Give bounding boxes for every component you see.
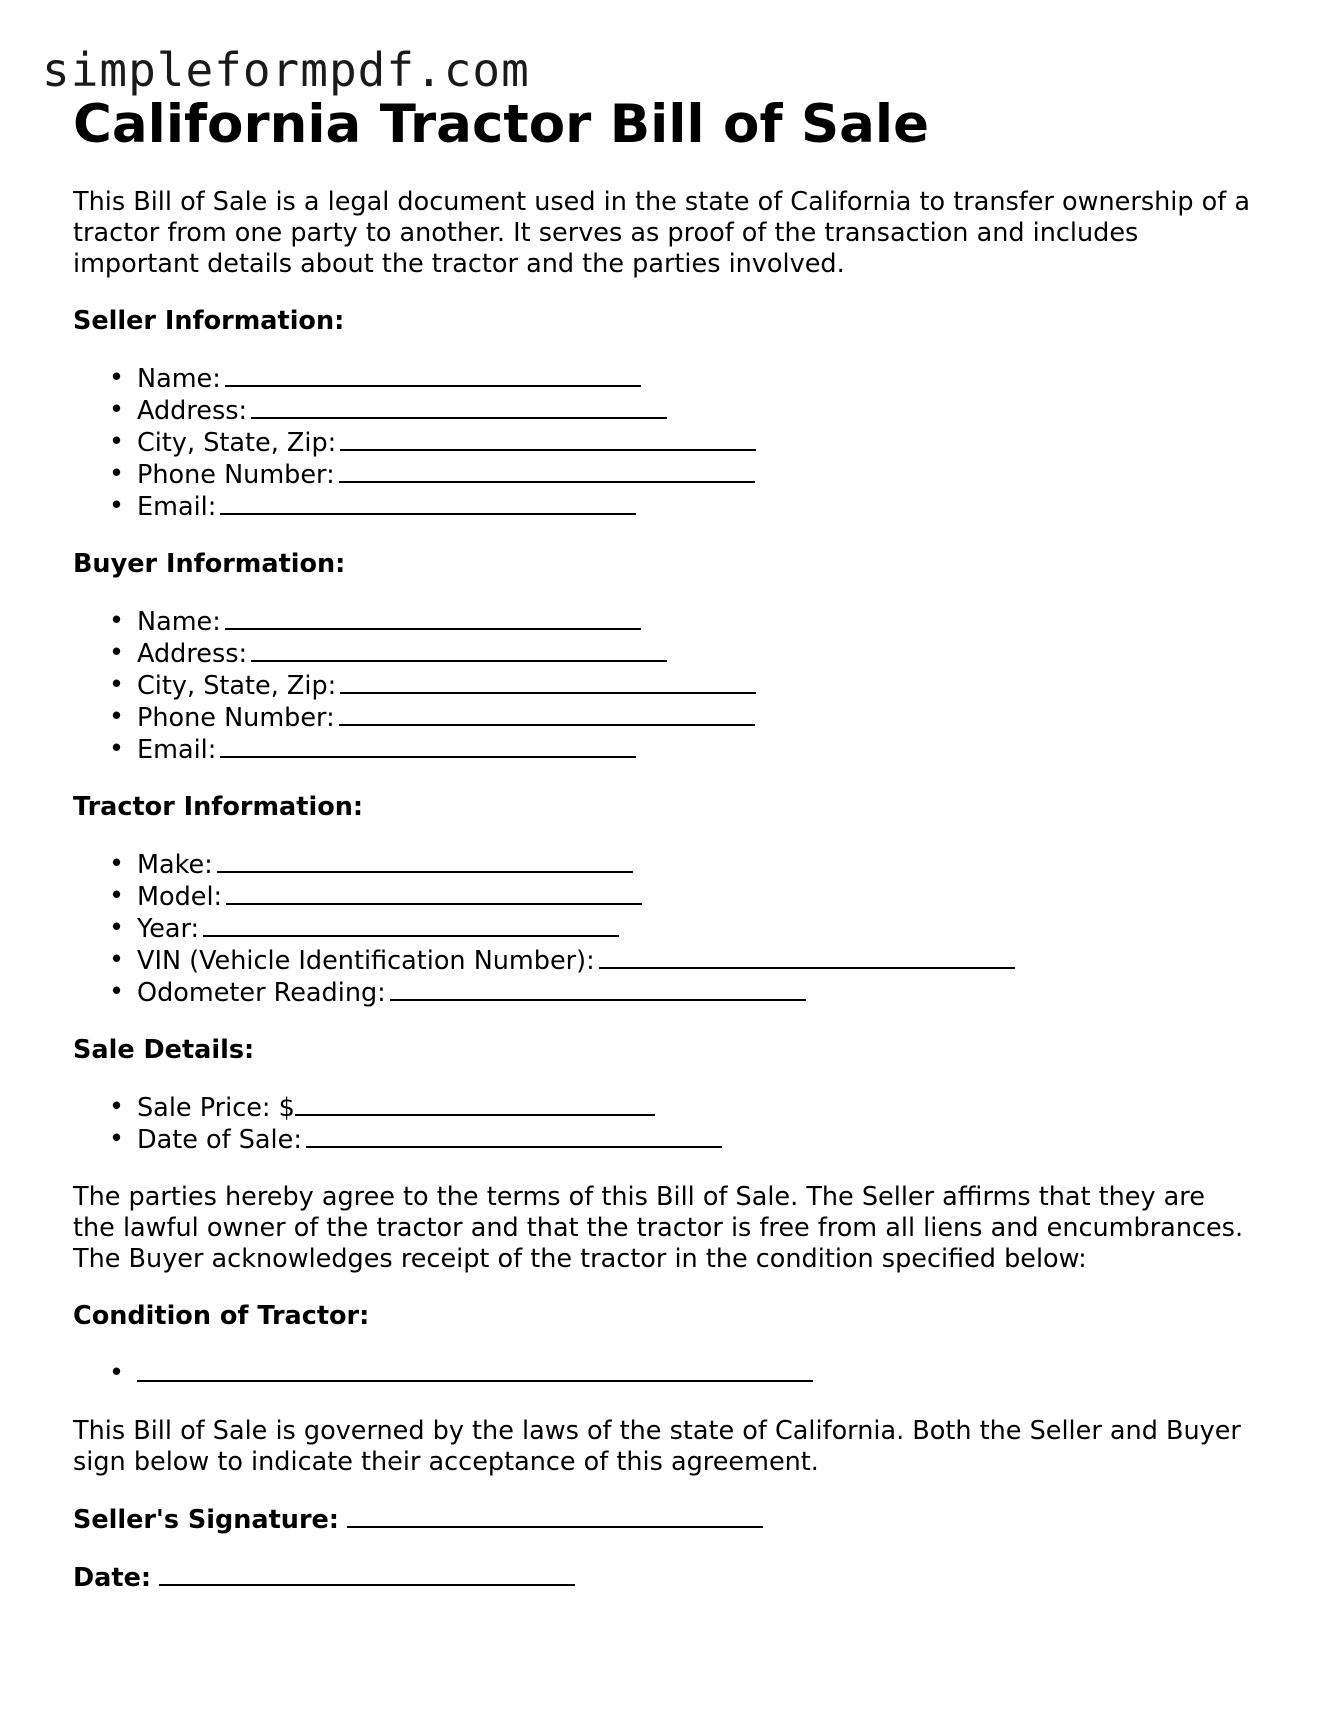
buyer-section-heading: Buyer Information: (73, 549, 346, 579)
bullet-icon: • (109, 427, 125, 457)
tractor-section-heading: Tractor Information: (73, 792, 364, 822)
seller-city-state-zip-item (73, 427, 1253, 459)
seller-signature-label: Seller's Signature: (73, 1505, 340, 1535)
field-label: Email: (137, 492, 217, 522)
tractor-model-item (73, 881, 1253, 913)
tractor-make-field[interactable] (217, 849, 633, 873)
seller-phone-item (73, 459, 1253, 491)
field-label: Phone Number: (137, 703, 335, 733)
signature-date-row (73, 1562, 1253, 1594)
field-label: Address: (137, 396, 248, 426)
sale-date-item (73, 1124, 1253, 1156)
buyer-phone-item (73, 702, 1253, 734)
field-label: VIN (Vehicle Identification Number): (137, 946, 595, 976)
field-label: Phone Number: (137, 460, 335, 490)
field-label: Date of Sale: (137, 1125, 302, 1155)
seller-field-list (73, 363, 1253, 523)
buyer-city-state-zip-item (73, 670, 1253, 702)
field-label: Sale Price: $ (137, 1093, 295, 1123)
sale-date-field[interactable] (306, 1124, 722, 1148)
bullet-icon: • (109, 977, 125, 1007)
bullet-icon: • (109, 1124, 125, 1154)
watermark-text: simpleformpdf.com (42, 43, 530, 97)
tractor-vin-field[interactable] (599, 945, 1015, 969)
bullet-icon: • (109, 734, 125, 764)
seller-signature-row (73, 1504, 1253, 1536)
bullet-icon: • (109, 459, 125, 489)
field-label: Name: (137, 364, 221, 394)
document-title: California Tractor Bill of Sale (73, 94, 930, 155)
agreement-paragraph: The parties hereby agree to the terms of this Bill of Sale. The Seller affirms that they are the lawful owner of the tractor and that the tractor is free from all liens and encumbrances. The Buyer acknowledges receipt of the tractor in the condition specified below: (73, 1182, 1244, 1274)
tractor-year-item (73, 913, 1253, 945)
tractor-odometer-item (73, 977, 1253, 1009)
seller-section-heading: Seller Information: (73, 306, 345, 336)
seller-email-field[interactable] (220, 491, 636, 515)
bullet-icon: • (109, 849, 125, 879)
sale-field-list (73, 1092, 1253, 1156)
intro-paragraph: This Bill of Sale is a legal document used in the state of California to transfer ownership of a tractor from one party to another. It serves as proof of the transaction and includes important details about the tractor and the parties involved. (73, 187, 1250, 279)
bullet-icon: • (109, 638, 125, 668)
tractor-make-item (73, 849, 1253, 881)
bullet-icon: • (109, 913, 125, 943)
seller-phone-field[interactable] (339, 459, 755, 483)
bullet-icon: • (109, 491, 125, 521)
sale-price-item (73, 1092, 1253, 1124)
condition-item (73, 1358, 1253, 1390)
field-label: Model: (137, 882, 223, 912)
field-label: Odometer Reading: (137, 978, 386, 1008)
bullet-icon: • (109, 395, 125, 425)
buyer-address-field[interactable] (251, 638, 667, 662)
seller-name-field[interactable] (225, 363, 641, 387)
buyer-field-list (73, 606, 1253, 766)
sale-price-field[interactable] (295, 1092, 655, 1116)
bullet-icon: • (109, 945, 125, 975)
signature-date-field[interactable] (159, 1562, 575, 1586)
field-label: Make: (137, 850, 213, 880)
bullet-icon: • (109, 881, 125, 911)
field-label: Email: (137, 735, 217, 765)
buyer-email-item (73, 734, 1253, 766)
bullet-icon: • (109, 670, 125, 700)
bullet-icon: • (109, 1358, 125, 1388)
field-label: City, State, Zip: (137, 671, 337, 701)
condition-field-list (73, 1358, 1253, 1390)
seller-signature-field[interactable] (347, 1504, 763, 1528)
tractor-odometer-field[interactable] (390, 977, 806, 1001)
tractor-year-field[interactable] (203, 913, 619, 937)
governing-law-paragraph: This Bill of Sale is governed by the laws of the state of California. Both the Seller and Buyer sign below to indicate their acceptance of this agreement. (73, 1416, 1241, 1477)
buyer-name-item (73, 606, 1253, 638)
field-label: City, State, Zip: (137, 428, 337, 458)
tractor-field-list (73, 849, 1253, 1009)
buyer-address-item (73, 638, 1253, 670)
buyer-phone-field[interactable] (339, 702, 755, 726)
bullet-icon: • (109, 363, 125, 393)
field-label: Year: (137, 914, 200, 944)
signature-date-label: Date: (73, 1563, 152, 1593)
buyer-name-field[interactable] (225, 606, 641, 630)
seller-city-state-zip-field[interactable] (340, 427, 756, 451)
seller-address-item (73, 395, 1253, 427)
seller-email-item (73, 491, 1253, 523)
field-label: Name: (137, 607, 221, 637)
field-label: Address: (137, 639, 248, 669)
tractor-model-field[interactable] (226, 881, 642, 905)
condition-section-heading: Condition of Tractor: (73, 1301, 370, 1331)
condition-field[interactable] (137, 1358, 813, 1382)
sale-section-heading: Sale Details: (73, 1035, 255, 1065)
bill-of-sale-document (73, 92, 1253, 1594)
bullet-icon: • (109, 702, 125, 732)
bullet-icon: • (109, 1092, 125, 1122)
buyer-city-state-zip-field[interactable] (340, 670, 756, 694)
seller-address-field[interactable] (251, 395, 667, 419)
tractor-vin-item (73, 945, 1253, 977)
buyer-email-field[interactable] (220, 734, 636, 758)
seller-name-item (73, 363, 1253, 395)
bullet-icon: • (109, 606, 125, 636)
